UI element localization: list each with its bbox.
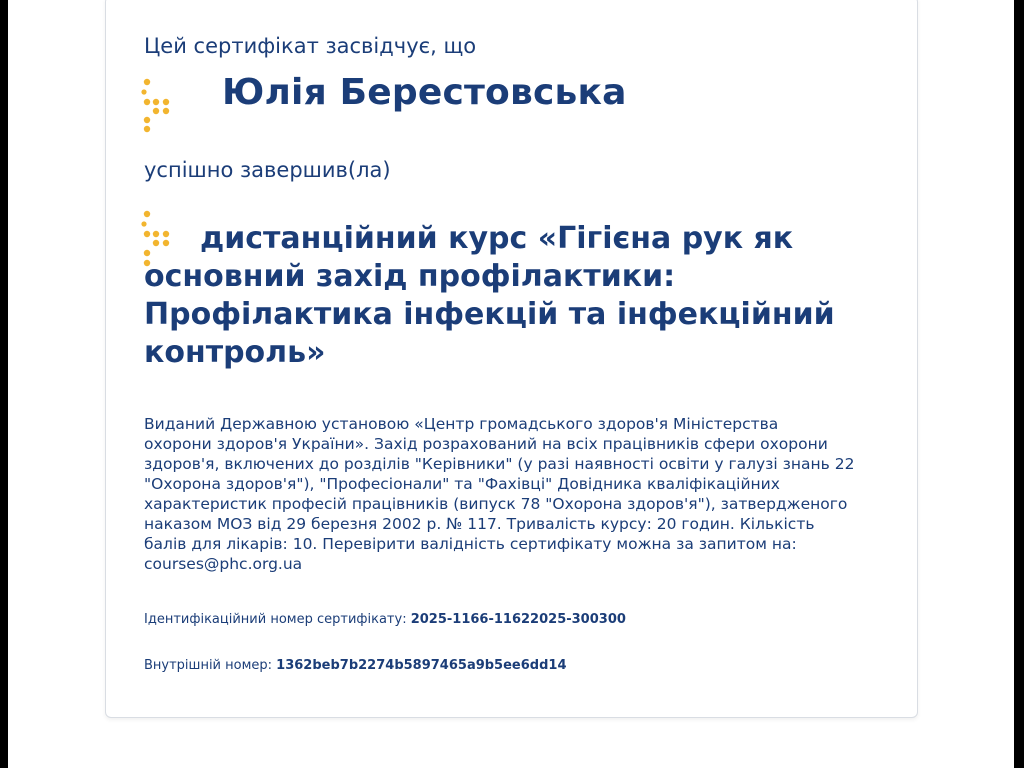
course-title [144, 220, 864, 372]
course-title-line: контроль» [144, 335, 326, 370]
course-title-line: Профілактика інфекцій та інфекційний [144, 297, 835, 332]
course-title-line: основний захід профілактики: [144, 259, 676, 294]
certificate-id-label: Ідентифікаційний номер сертифікату: [144, 612, 407, 627]
description-line: "Охорона здоров'я"), "Професіонали" та "Фахівці" Довідника кваліфікаційних [144, 475, 780, 493]
contact-email[interactable]: courses@phc.org.ua [144, 555, 303, 573]
certificate-description [144, 414, 919, 574]
internal-number [144, 658, 567, 673]
description-line: балів для лікарів: 10. Перевірити валідність сертифікату можна за запитом на: [144, 535, 797, 553]
certificate-intro: Цей сертифікат засвідчує, що [144, 34, 477, 58]
completion-text: успішно завершив(ла) [144, 158, 391, 182]
certificate-id [144, 612, 626, 627]
description-line: характеристик професій працівників (випуск 78 "Охорона здоров'я"), затвердженого [144, 495, 848, 513]
recipient-name: Юлія Берестовська [222, 72, 627, 113]
description-line: охорони здоров'я України». Захід розрахований на всіх працівників сфери охорони [144, 435, 828, 453]
description-line: здоров'я, включених до розділів "Керівники" (у разі наявності освіти у галузі знань 22 [144, 455, 855, 473]
course-title-line: дистанційний курс «Гігієна рук як [200, 221, 794, 256]
right-edge [1014, 0, 1024, 768]
dots-logo-icon [140, 78, 180, 134]
left-edge [0, 0, 8, 768]
description-line: наказом МОЗ від 29 березня 2002 р. № 117. Тривалість курсу: 20 годин. Кількість [144, 515, 815, 533]
description-line: Виданий Державною установою «Центр громадського здоров'я Міністерства [144, 415, 779, 433]
certificate-id-value: 2025-1166-11622025-300300 [410, 612, 626, 627]
internal-number-value: 1362beb7b2274b5897465a9b5ee6dd14 [276, 658, 567, 673]
internal-number-label: Внутрішній номер: [144, 658, 273, 673]
